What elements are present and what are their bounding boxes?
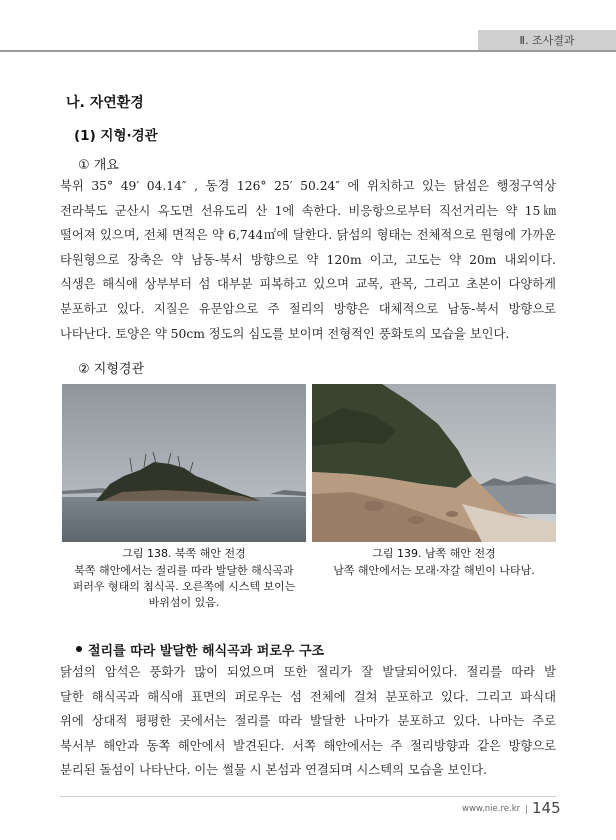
figure-139-title: 그림 139. 남쪽 해안 전경 [372,547,496,560]
subsection-title: (1) 지형·경관 [74,128,158,144]
bullet-heading: 절리를 따라 발달한 해식곡과 퍼로우 구조 [88,644,325,659]
landscape-heading: ② 지형경관 [78,362,145,377]
footer-url: www.nie.re.kr [462,804,521,814]
overview-line: 북위 35° 49′ 04.14″ , 동경 126° 25′ 50.24″ 에 위치하고 있는 닭섬은 행정구역상 [60,179,556,193]
caption-line: 바위섬이 있음. [148,596,220,609]
caption-line: 남쪽 해안에서는 모래·자갈 해빈이 나타남. [333,564,535,577]
caption-line: 북쪽 해안에서는 절리를 따라 발달한 해식곡과 [74,564,294,577]
bullet-paragraph [60,660,556,783]
section-title: 나. 자연환경 [66,95,144,111]
overview-line: 나타난다. 토양은 약 50cm 정도의 심도를 보이며 전형적인 풍화토의 모습을 보인다. [60,326,510,341]
overview-line: 타원형으로 장축은 약 남동-북서 방향으로 약 120m 이고, 고도는 약 20m 내외이다. [60,252,556,267]
north-coast-photo [62,384,306,542]
footer-separator [526,805,527,814]
bullet-line: 닭섬의 암석은 풍화가 많이 되었으며 또한 절리가 잘 발달되어있다. 절리를 따라 발 [60,665,556,679]
overview-heading: ① 개요 [78,158,119,173]
caption-line: 퍼러우 형태의 침식곡. 오른쪽에 시스텍 보이는 [72,580,296,593]
page-number: 145 [532,799,561,817]
figure-138-title: 그림 138. 북쪽 해안 전경 [122,547,246,560]
figure-139-caption [312,563,556,579]
overview-line: 전라북도 군산시 옥도면 선유도리 산 1에 속한다. 비응항으로부터 직선거리는 약 15㎞ [60,203,556,218]
header-rule [0,50,616,52]
overview-line: 식생은 해식애 상부부터 섬 대부분 피복하고 있으며 교목, 관목, 그리고 초본이 다양하게 [60,277,556,292]
bullet-dot-icon [76,646,82,652]
bullet-line: 북서부 해안과 동쪽 해안에서 발견된다. 서쪽 해안에서는 주 절리방향과 같은 방향으로 [60,738,556,753]
south-coast-photo [312,384,556,542]
bullet-line: 분리된 돌섬이 나타난다. 이는 썰물 시 본섬과 연결되며 시스텍의 모습을 보인다. [60,763,488,778]
bullet-line: 달한 해식곡과 해식애 표면의 퍼로우는 섬 전체에 걸쳐 분포하고 있다. 그리고 파식대 [60,689,556,704]
overview-line: 분포하고 있다. 지질은 유문암으로 주 절리의 방향은 대체적으로 남동-북서 방향으로 [60,301,556,316]
overview-line: 떨어져 있으며, 전체 면적은 약 6,744㎡에 달한다. 닭섬의 형태는 전체적으로 원형에 가까운 [60,228,556,243]
bullet-line: 위에 상대적 평평한 곳에서는 절리를 따라 발달한 나마가 분포하고 있다. 나마는 주로 [60,714,556,729]
figure-138-caption [52,563,316,611]
footer-rule [60,796,556,797]
overview-paragraph [60,174,556,346]
header-section-label: Ⅱ. 조사결과 [519,34,575,47]
